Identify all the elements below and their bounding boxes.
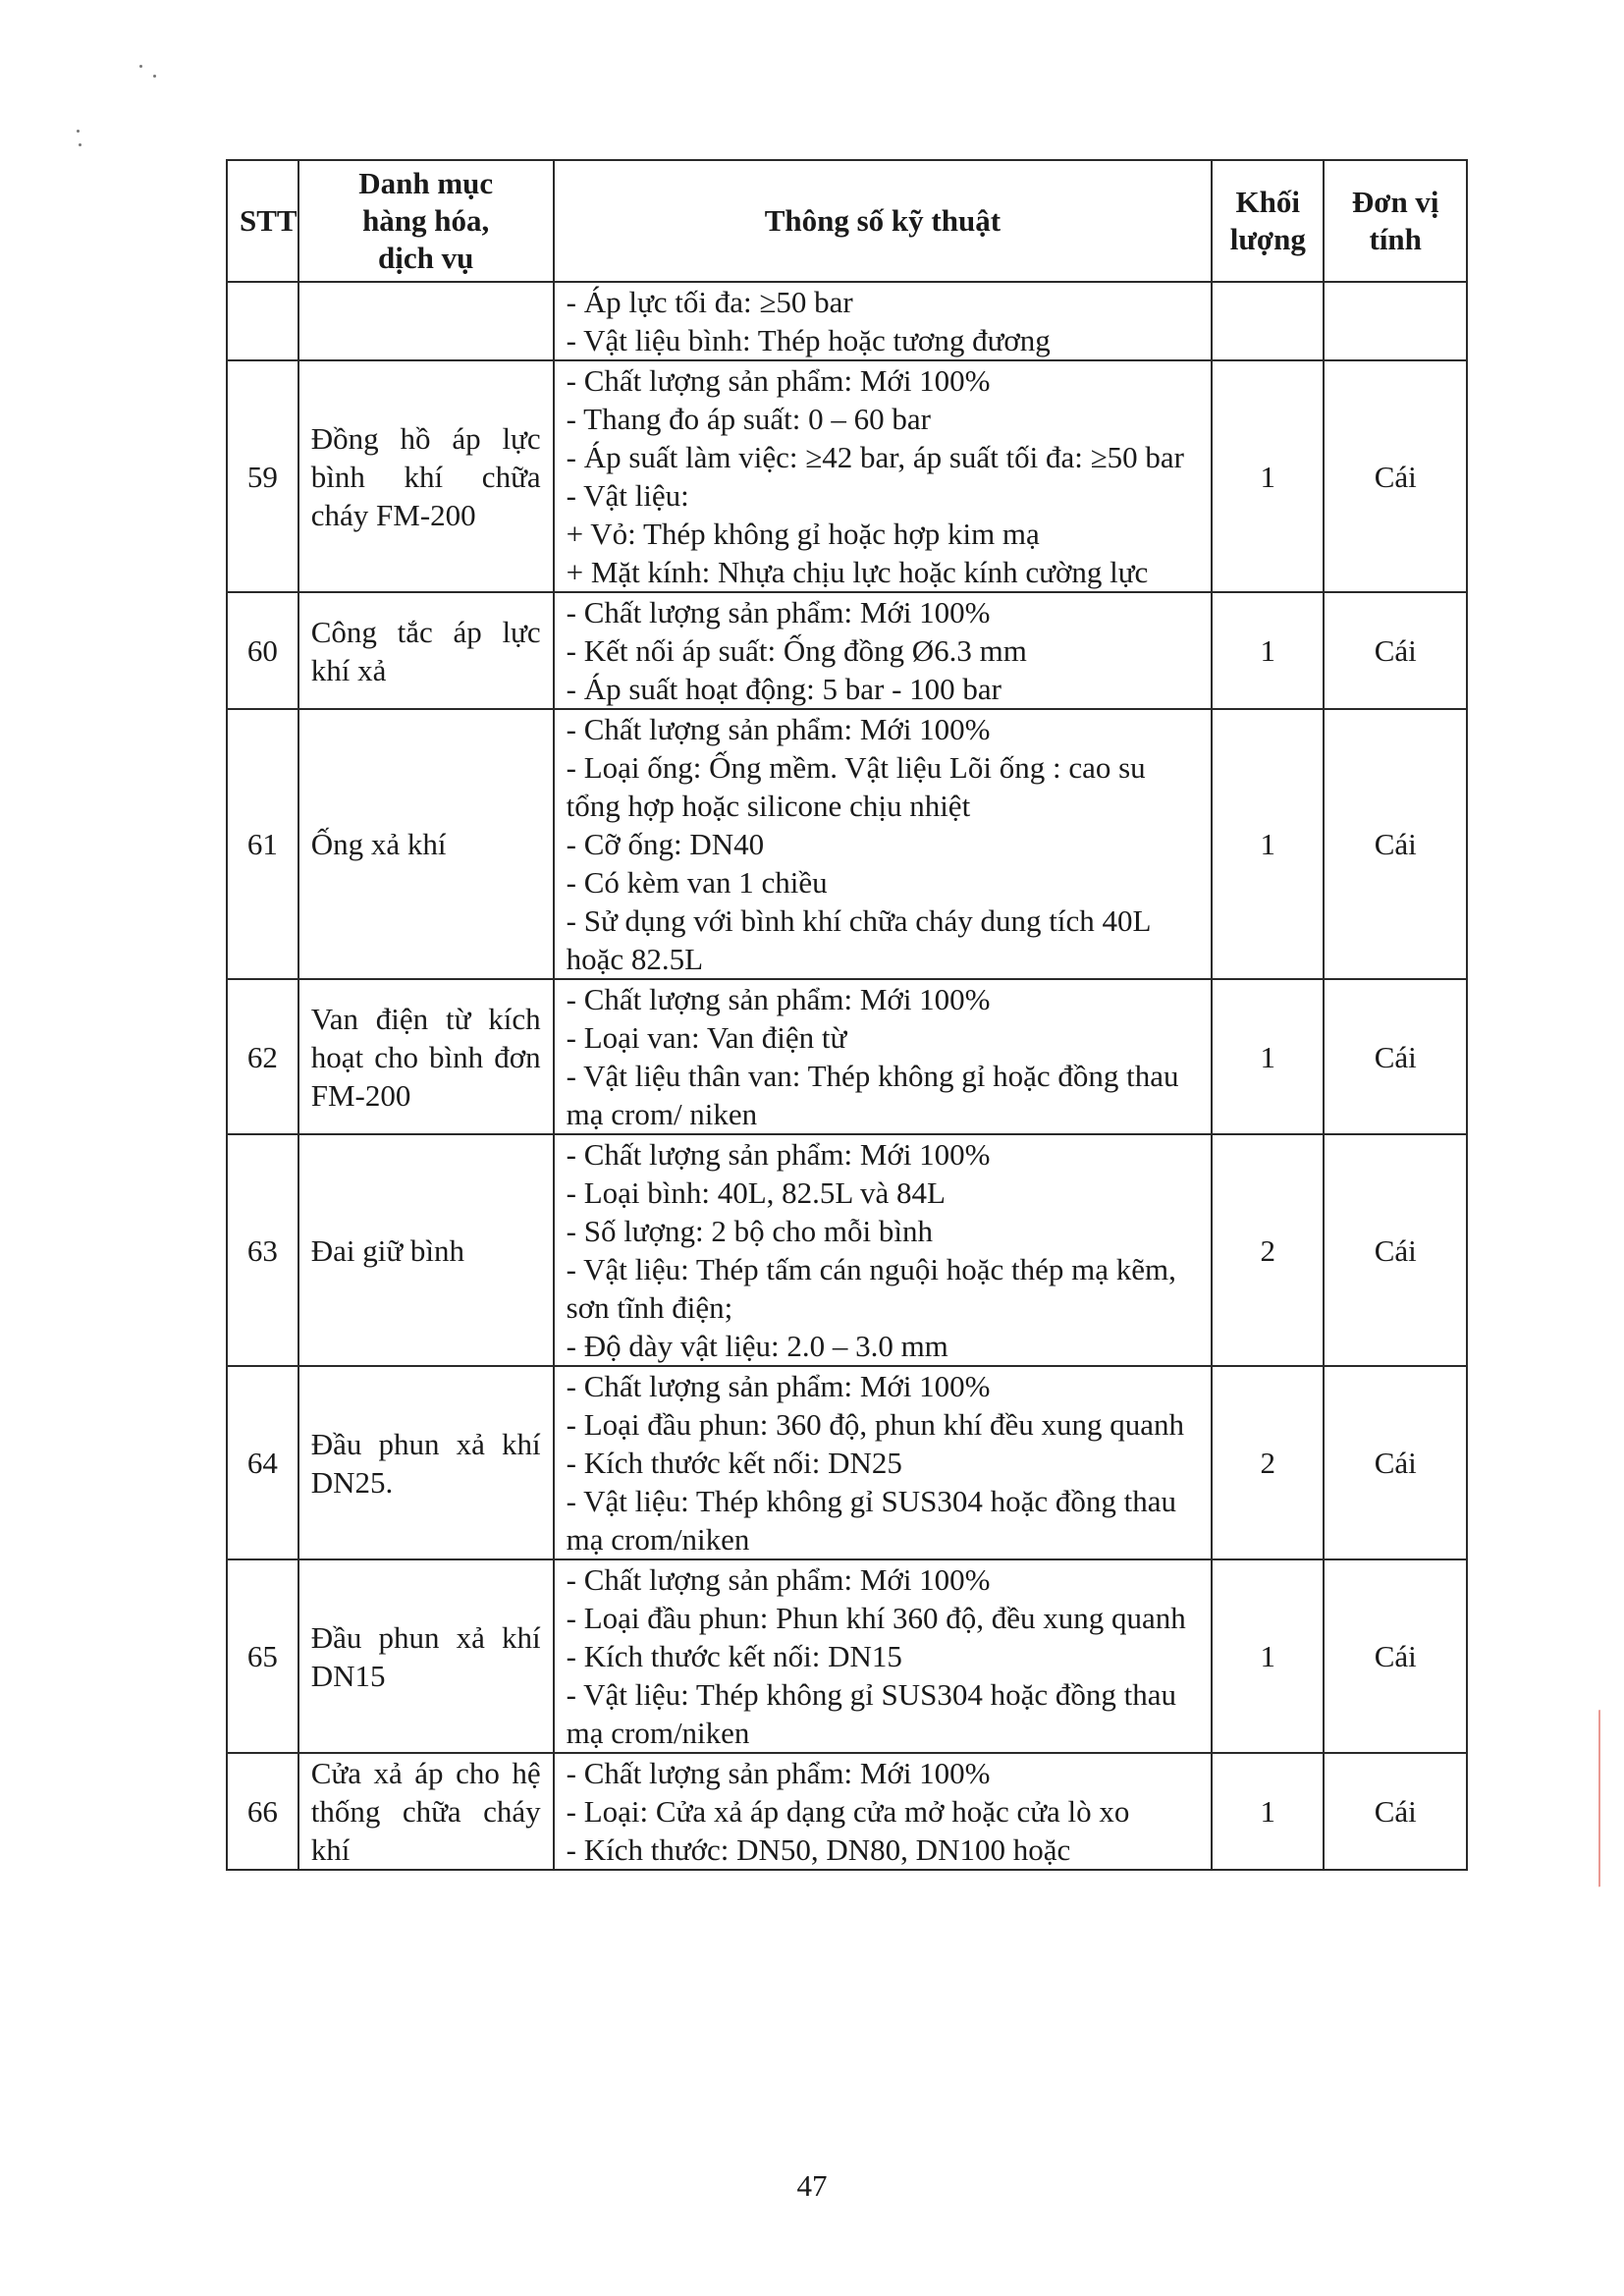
spec-line: - Kích thước: DN50, DN80, DN100 hoặc (566, 1832, 1071, 1867)
row-quantity: 1 (1212, 360, 1324, 592)
row-stt: 65 (227, 1559, 298, 1753)
spec-line: - Chất lượng sản phẩm: Mới 100% (566, 363, 991, 398)
row-specification (554, 1366, 1212, 1559)
continuation-stt (227, 282, 298, 360)
spec-line: - Kích thước kết nối: DN25 (566, 1446, 902, 1480)
row-unit: Cái (1324, 360, 1467, 592)
spec-line: - Áp lực tối đa: ≥50 bar (566, 285, 853, 319)
table-row (227, 1366, 1467, 1559)
header-quantity-line: lượng (1229, 222, 1306, 256)
scan-speck (153, 75, 156, 78)
spec-line: - Vật liệu: Thép tấm cán nguội hoặc thép mạ kẽm, sơn tĩnh điện; (566, 1252, 1176, 1325)
page-number: 47 (796, 2168, 828, 2203)
spec-line: + Vỏ: Thép không gỉ hoặc hợp kim mạ (566, 517, 1040, 551)
row-quantity: 2 (1212, 1134, 1324, 1366)
spec-line: - Loại đầu phun: 360 độ, phun khí đều xung quanh (566, 1407, 1185, 1442)
spec-line: - Vật liệu thân van: Thép không gỉ hoặc đồng thau mạ crom/ niken (566, 1059, 1179, 1131)
row-stt: 63 (227, 1134, 298, 1366)
spec-line: - Vật liệu: Thép không gỉ SUS304 hoặc đồng thau mạ crom/niken (566, 1677, 1177, 1750)
spec-line: + Mặt kính: Nhựa chịu lực hoặc kính cường lực (566, 555, 1149, 589)
header-quantity-line: Khối (1235, 185, 1300, 219)
row-quantity: 1 (1212, 592, 1324, 709)
row-specification (554, 360, 1212, 592)
row-item-name: Cửa xả áp cho hệ thống chữa cháy khí (298, 1753, 554, 1870)
header-stt: STT (227, 160, 298, 282)
header-specification: Thông số kỹ thuật (554, 160, 1212, 282)
row-stt: 66 (227, 1753, 298, 1870)
spec-line: - Thang đo áp suất: 0 – 60 bar (566, 402, 931, 436)
row-stt: 62 (227, 979, 298, 1134)
continuation-qty (1212, 282, 1324, 360)
spec-line: - Vật liệu bình: Thép hoặc tương đương (566, 323, 1051, 357)
scan-speck (79, 143, 81, 146)
row-quantity: 1 (1212, 979, 1324, 1134)
row-quantity: 1 (1212, 1559, 1324, 1753)
spec-line: - Loại van: Van điện từ (566, 1020, 847, 1055)
spec-line: - Chất lượng sản phẩm: Mới 100% (566, 982, 991, 1016)
row-item-name: Đai giữ bình (298, 1134, 554, 1366)
row-item-name: Đầu phun xả khí DN25. (298, 1366, 554, 1559)
table-row (227, 1753, 1467, 1870)
spec-line: - Kích thước kết nối: DN15 (566, 1639, 902, 1673)
continuation-unit (1324, 282, 1467, 360)
row-stt: 61 (227, 709, 298, 979)
header-quantity (1212, 160, 1324, 282)
spec-line: - Áp suất làm việc: ≥42 bar, áp suất tối đa: ≥50 bar (566, 440, 1184, 474)
row-unit: Cái (1324, 1559, 1467, 1753)
scan-speck (139, 65, 142, 68)
row-specification (554, 592, 1212, 709)
specification-table (226, 159, 1468, 1871)
row-quantity: 1 (1212, 709, 1324, 979)
row-item-name: Công tắc áp lực khí xả (298, 592, 554, 709)
spec-line: - Áp suất hoạt động: 5 bar - 100 bar (566, 672, 1001, 706)
row-stt: 64 (227, 1366, 298, 1559)
header-item-name-line: Danh mục (358, 166, 494, 200)
margin-stamp-mark (1598, 1708, 1618, 1887)
continuation-spec (554, 282, 1212, 360)
row-specification (554, 1134, 1212, 1366)
header-unit (1324, 160, 1467, 282)
row-specification (554, 1753, 1212, 1870)
row-unit: Cái (1324, 979, 1467, 1134)
row-specification (554, 709, 1212, 979)
spec-line: - Loại: Cửa xả áp dạng cửa mở hoặc cửa lò xo (566, 1794, 1130, 1829)
row-quantity: 2 (1212, 1366, 1324, 1559)
row-item-name: Đồng hồ áp lực bình khí chữa cháy FM-200 (298, 360, 554, 592)
scan-speck (77, 130, 80, 133)
table-row (227, 1134, 1467, 1366)
header-item-name-line: hàng hóa, (362, 203, 490, 238)
row-unit: Cái (1324, 1366, 1467, 1559)
table-row (227, 360, 1467, 592)
header-item-name-line: dịch vụ (378, 241, 474, 275)
spec-line: - Sử dụng với bình khí chữa cháy dung tích 40L hoặc 82.5L (566, 903, 1151, 976)
spec-line: - Số lượng: 2 bộ cho mỗi bình (566, 1214, 933, 1248)
row-unit: Cái (1324, 709, 1467, 979)
spec-line: - Chất lượng sản phẩm: Mới 100% (566, 1369, 991, 1403)
spec-line: - Vật liệu: (566, 478, 689, 513)
table-row (227, 979, 1467, 1134)
continuation-name (298, 282, 554, 360)
header-unit-line: Đơn vị (1351, 185, 1439, 219)
spec-line: - Độ dày vật liệu: 2.0 – 3.0 mm (566, 1329, 948, 1363)
spec-line: - Có kèm van 1 chiều (566, 865, 828, 900)
row-item-name: Ống xả khí (298, 709, 554, 979)
spec-line: - Chất lượng sản phẩm: Mới 100% (566, 712, 991, 746)
spec-line: - Kết nối áp suất: Ống đồng Ø6.3 mm (566, 633, 1027, 668)
spec-line: - Chất lượng sản phẩm: Mới 100% (566, 1562, 991, 1597)
table-row (227, 592, 1467, 709)
row-specification (554, 979, 1212, 1134)
spec-line: - Loại ống: Ống mềm. Vật liệu Lõi ống : cao su tổng hợp hoặc silicone chịu nhiệt (566, 750, 1146, 823)
row-stt: 59 (227, 360, 298, 592)
spec-line: - Vật liệu: Thép không gỉ SUS304 hoặc đồng thau mạ crom/niken (566, 1484, 1177, 1557)
header-item-name (298, 160, 554, 282)
table-row (227, 1559, 1467, 1753)
row-item-name: Van điện từ kích hoạt cho bình đơn FM-200 (298, 979, 554, 1134)
row-unit: Cái (1324, 592, 1467, 709)
row-unit: Cái (1324, 1753, 1467, 1870)
spec-line: - Chất lượng sản phẩm: Mới 100% (566, 1756, 991, 1790)
row-unit: Cái (1324, 1134, 1467, 1366)
row-specification (554, 1559, 1212, 1753)
row-quantity: 1 (1212, 1753, 1324, 1870)
row-stt: 60 (227, 592, 298, 709)
spec-line: - Loại đầu phun: Phun khí 360 độ, đều xung quanh (566, 1601, 1186, 1635)
header-unit-line: tính (1369, 222, 1422, 256)
table-row (227, 709, 1467, 979)
row-item-name: Đầu phun xả khí DN15 (298, 1559, 554, 1753)
continuation-row (227, 282, 1467, 360)
table-header-row (227, 160, 1467, 282)
spec-line: - Chất lượng sản phẩm: Mới 100% (566, 1137, 991, 1172)
spec-line: - Chất lượng sản phẩm: Mới 100% (566, 595, 991, 629)
spec-line: - Cỡ ống: DN40 (566, 827, 765, 861)
spec-line: - Loại bình: 40L, 82.5L và 84L (566, 1175, 946, 1210)
